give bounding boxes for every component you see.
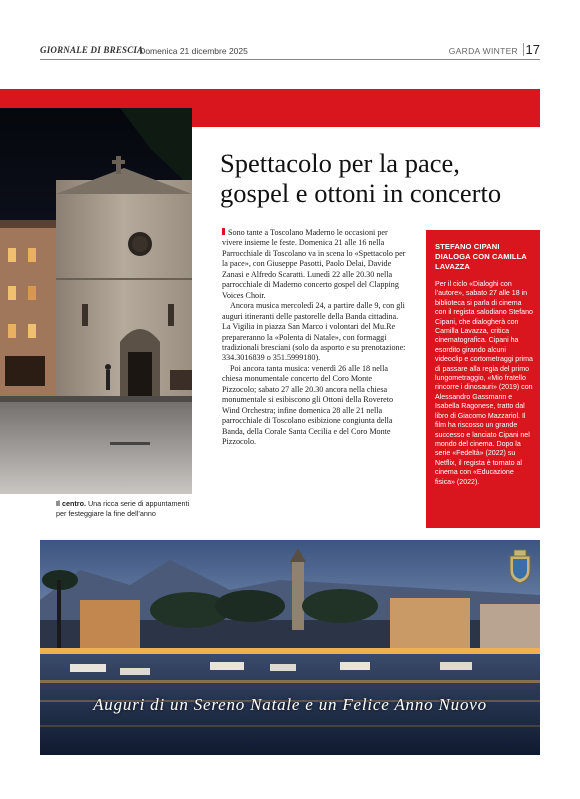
church-photo <box>0 108 192 494</box>
caption-lead: Il centro. <box>56 499 86 508</box>
sidebar-title: STEFANO CIPANI DIALOGA CON CAMILLA LAVAZZA <box>435 242 527 271</box>
holiday-greeting: Auguri di un Sereno Natale e un Felice Anno Nuovo <box>93 695 487 714</box>
christmas-banner-photo <box>40 540 540 755</box>
photo-caption <box>56 499 196 519</box>
sidebar-text: Per il ciclo «Dialoghi con l’autore», sabato 27 alle 18 in biblioteca si parla di cinema con il regista salodiano Stefano Cipani, che dialogherà con Camilla Lavazza, critica cinematografica. Cipani ha esordito girando alcuni videoclip e cortometraggi prima di passare alla regia del primo lungometraggio, «Mio fratello rincorre i dinosauri» (2019) con Alessandro Gassmann e Isabella Ragonese, tratto dal libro di Giacomo Mazzariol. Il film ha riscosso un grande successo e lanciato Cipani nel mondo del cinema. Dopo la serie «Fedeltà» (2022) su Netflix, il regista è tornato al cinema con «Educazione fisica» (2022). <box>435 281 533 486</box>
page-number: 17 <box>525 42 540 57</box>
church-photo-illustration <box>0 108 192 494</box>
paragraph-text: Sono tante a Toscolano Maderno le occasioni per vivere insieme le feste. Domenica 21 alle 16 nella Parrocchiale di Toscolano va in scena lo «Spettacolo per la pace», con Giuseppe Pasotti, Paolo Delai, Davide Zanasi e Alfredo Scaratti. Lunedì 22 alle 20.30 nella parrocchiale di Maderno concerto gospel del Clapping Voices Choir. <box>222 228 406 300</box>
article-body <box>222 228 408 448</box>
section-name: GARDA WINTER <box>448 46 518 56</box>
running-header <box>40 42 540 58</box>
header-rule <box>40 59 540 60</box>
caption-text: Una ricca serie di appuntamenti per festeggiare la fine dell’anno <box>56 499 190 518</box>
issue-date: · Domenica 21 dicembre 2025 <box>134 46 248 56</box>
article-headline <box>220 148 540 208</box>
article-paragraph: Ancora musica mercoledì 24, a partire dalle 9, con gli auguri itineranti delle pastorelle della Banda cittadina. La Vigilia in piazza San Marco i volontari del Mu.Re prepareranno la «Polenta di Natale», con formaggi tradizionali bresciani (solo da asporto e su prenotazione: 334.3016839 o 351.5999180). <box>222 301 406 363</box>
harbor-illustration <box>40 540 540 755</box>
article-paragraph: Poi ancora tanta musica: venerdì 26 alle 18 nella chiesa monumentale concerto del Coro Monte Pizzocolo; sabato 27 alle 20.30 ancora nella chiesa monumentale si esibiscono gli Ottoni della Rovereto Wind Orchestra; infine domenica 28 alle 21 nella parrocchiale di Toscolano esibizione congiunta della Banda, della Corale Santa Cecilia e del Coro Monte Pizzocolo. <box>222 363 394 447</box>
municipal-crest-icon <box>506 548 534 584</box>
article-paragraph <box>222 228 408 301</box>
paragraph-marker <box>222 228 225 235</box>
header-separator <box>523 43 524 56</box>
sidebar-box <box>426 230 540 528</box>
headline-line-2: gospel e ottoni in concerto <box>220 178 502 208</box>
headline-line-1: Spettacolo per la pace, <box>220 148 460 178</box>
newspaper-name: GIORNALE DI BRESCIA <box>40 45 144 55</box>
